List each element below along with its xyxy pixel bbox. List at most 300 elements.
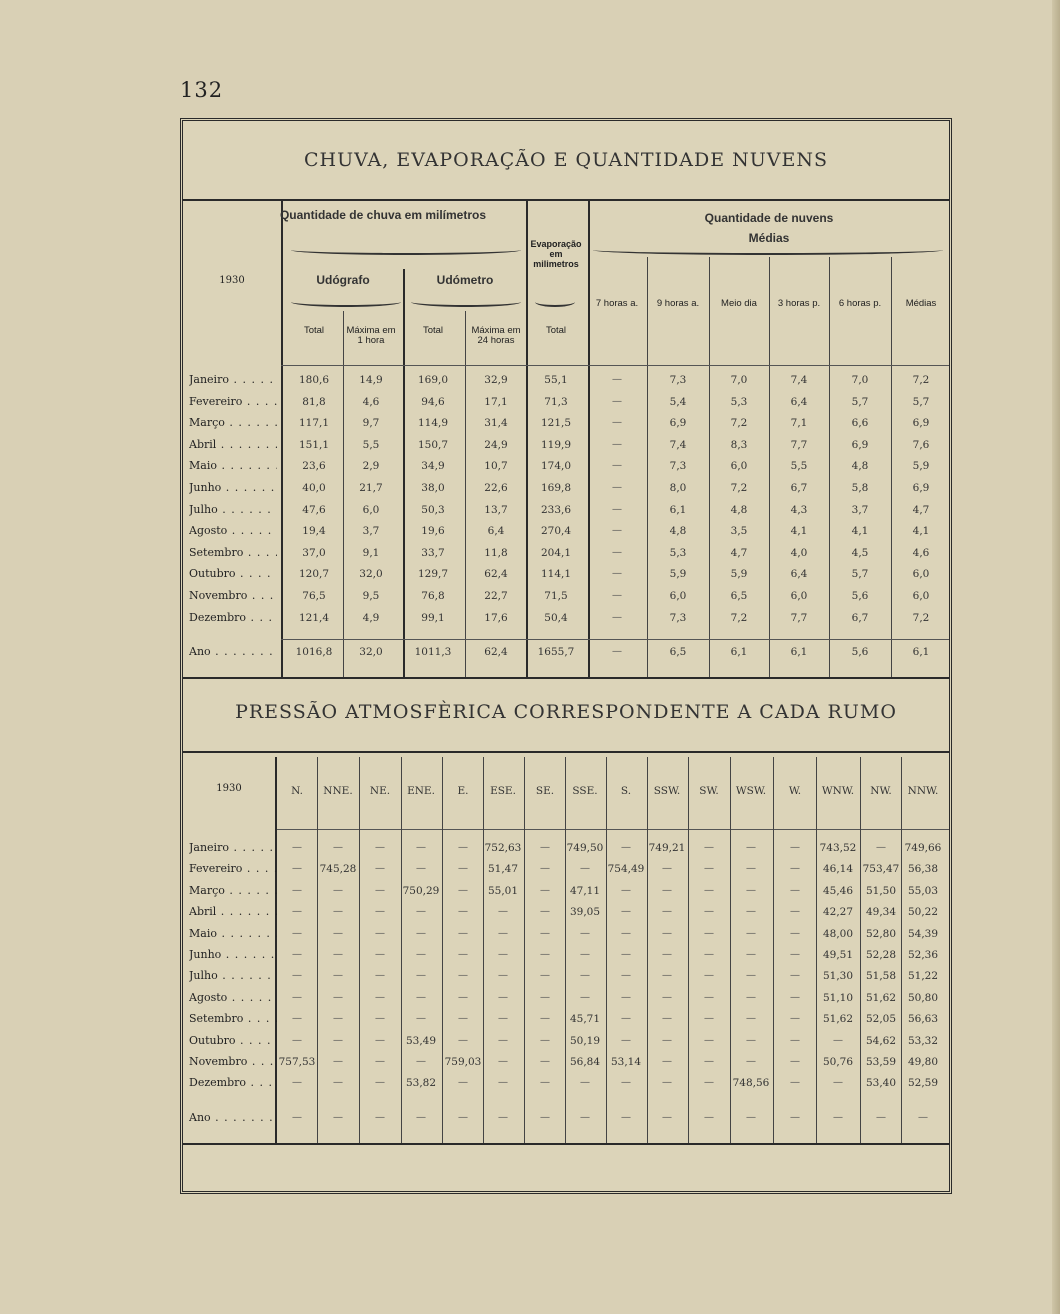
pressure-cell: 56,63 [907, 1013, 939, 1026]
pressure-cell: — [662, 1056, 672, 1067]
rain-total-cell: 1655,7 [537, 646, 575, 658]
pressure-cell: — [704, 991, 714, 1003]
rain-total-cell: 1011,3 [414, 646, 452, 658]
pressure-cell: — [790, 949, 800, 960]
pressure-row-label: Novembro . . . [189, 1055, 277, 1068]
pressure-cell: 48,00 [822, 927, 854, 940]
rain-cell: 32,0 [359, 568, 383, 581]
rain-cell: 6,5 [730, 590, 748, 602]
pressure-cell: — [458, 863, 468, 875]
pressure-cell: 54,39 [907, 927, 939, 940]
pressure-cell: — [746, 970, 756, 982]
rain-cell: 9,1 [362, 546, 380, 559]
pressure-cell: — [621, 927, 631, 939]
pressure-cell: — [458, 1013, 468, 1025]
pressure-cell: — [704, 1034, 714, 1046]
rain-cell: 174,0 [540, 460, 572, 473]
pressure-col-header: E. [457, 785, 469, 797]
pressure-cell: — [375, 906, 385, 918]
pressure-cell: — [375, 1013, 385, 1025]
pressure-cell: — [540, 991, 550, 1003]
pressure-cell: — [833, 1034, 843, 1046]
rain-cell: 5,7 [851, 568, 869, 581]
pressure-cell: — [498, 1034, 508, 1046]
pressure-total-cell: — [704, 1112, 714, 1123]
rain-cell: 4,5 [851, 546, 869, 559]
rain-row-label: Março . . . [189, 416, 277, 429]
pressure-total-cell: — [746, 1112, 756, 1123]
pressure-cell: — [375, 927, 385, 939]
rain-cell: 3,7 [362, 525, 380, 538]
pressure-cell: — [790, 1034, 800, 1046]
pressure-col-header: NE. [369, 785, 391, 797]
pressure-total-cell: — [790, 1112, 800, 1123]
pressure-cell: — [540, 906, 550, 918]
pressure-cell: — [746, 842, 756, 853]
pressure-cell: — [746, 1013, 756, 1025]
pressure-cell: — [621, 1013, 631, 1025]
pressure-cell: 51,10 [822, 991, 854, 1004]
pressure-cell: — [292, 884, 302, 896]
pressure-cell: — [704, 906, 714, 918]
pressure-cell: 47,11 [569, 884, 601, 897]
rain-cell: — [612, 395, 622, 407]
rain-row-label: Setembro . . . [189, 546, 277, 559]
rain-col-line [281, 199, 283, 677]
rain-cell: 120,7 [298, 568, 330, 581]
rain-cell: 8,0 [669, 482, 687, 494]
rain-cell: 13,7 [484, 503, 508, 516]
pressure-cell: — [621, 991, 631, 1003]
rain-col-header: Meio dia [721, 298, 757, 309]
pressure-cell: 49,34 [865, 906, 897, 919]
pressure-cell: 53,40 [865, 1077, 897, 1090]
rain-cell: 6,0 [912, 568, 930, 581]
rain-cell: 7,4 [790, 374, 808, 386]
pressure-cell: — [662, 927, 672, 939]
pressure-cell: 55,01 [487, 884, 519, 897]
pressure-cell: — [498, 1056, 508, 1067]
rain-cell: 5,5 [362, 438, 380, 451]
rain-cell: 11,8 [484, 546, 508, 559]
pressure-cell: 55,03 [907, 884, 939, 897]
pressure-cell: — [498, 1013, 508, 1025]
pressure-cell: — [704, 863, 714, 875]
rain-cell: — [612, 438, 622, 450]
rain-cell: 5,4 [669, 395, 687, 408]
pressure-cell: 50,19 [569, 1034, 601, 1047]
rain-cell: 4,7 [730, 546, 748, 559]
page-number: 132 [180, 78, 224, 102]
pressure-row-label: Fevereiro . . . [189, 862, 277, 875]
pressure-cell: — [662, 970, 672, 982]
pressure-year-label: 1930 [216, 783, 242, 794]
rain-cell: 5,5 [790, 460, 808, 473]
rain-cell: 121,4 [298, 611, 330, 624]
pressure-cell: — [876, 842, 886, 853]
pressure-cell: — [704, 1077, 714, 1089]
rain-cell: 81,8 [302, 395, 326, 408]
pressure-col-line [317, 757, 318, 1143]
rain-cell: — [612, 546, 622, 558]
pressure-total-cell: — [833, 1112, 843, 1123]
pressure-cell: — [292, 1013, 302, 1025]
pressure-cell: — [746, 991, 756, 1003]
pressure-cell: — [540, 1013, 550, 1025]
rain-cell: 6,1 [669, 503, 687, 516]
rain-table-bottom-rule [183, 677, 949, 679]
rain-cell: 7,0 [730, 374, 748, 386]
pressure-cell: — [580, 949, 590, 960]
pressure-cell: — [704, 949, 714, 960]
pressure-total-cell: — [458, 1112, 468, 1123]
rain-cell: 5,8 [851, 482, 869, 494]
pressure-cell: — [704, 970, 714, 982]
rain-cell: 7,2 [912, 374, 930, 386]
pressure-row-label: Julho . . . [189, 969, 277, 982]
pressure-cell: — [333, 1077, 343, 1089]
rain-cell: 5,9 [912, 460, 930, 473]
pressure-total-cell: — [375, 1112, 385, 1123]
rain-row-label: Dezembro . . . [189, 611, 277, 624]
rain-col-line [526, 199, 528, 677]
pressure-cell: — [662, 991, 672, 1003]
rain-cell: 24,9 [484, 438, 508, 451]
rain-cell: 7,2 [730, 611, 748, 624]
pressure-cell: — [790, 970, 800, 982]
rain-cell: 4,8 [669, 525, 687, 538]
rain-cell: 71,5 [544, 590, 568, 602]
year-label: 1930 [219, 275, 245, 286]
pressure-cell: — [662, 1077, 672, 1089]
pressure-cell: 51,58 [865, 970, 897, 983]
pressure-cell: — [746, 884, 756, 896]
pressure-total-cell: — [540, 1112, 550, 1123]
rain-cell: 3,5 [730, 525, 748, 538]
pressure-col-header: SSE. [572, 785, 598, 797]
pressure-cell: — [292, 1034, 302, 1046]
clouds-header: Quantidade de nuvens [704, 211, 834, 225]
rain-total-cell: 5,6 [851, 646, 869, 658]
pressure-cell: 49,80 [907, 1056, 939, 1068]
rain-total-cell: 32,0 [359, 646, 383, 658]
pressure-cell: 52,80 [865, 927, 897, 940]
pressure-cell: — [333, 991, 343, 1003]
rain-cell: 3,7 [851, 503, 869, 516]
pressure-cell: — [458, 1077, 468, 1089]
pressure-cell: 748,56 [732, 1077, 770, 1090]
pressure-cell: 750,29 [402, 884, 440, 897]
pressure-cell: — [333, 842, 343, 853]
rain-row-label: Outubro . . . [189, 567, 277, 580]
pressure-cell: 51,62 [865, 991, 897, 1004]
pressure-cell: 51,22 [907, 970, 939, 983]
pressure-header-bottom-rule [275, 829, 949, 830]
rain-col-header: Máxima em 24 horas [471, 325, 521, 346]
pressure-cell: 51,62 [822, 1013, 854, 1026]
pressure-cell: 754,49 [607, 863, 645, 876]
pressure-cell: — [580, 927, 590, 939]
pressure-cell: — [498, 949, 508, 960]
rain-cell: 55,1 [544, 374, 568, 386]
rain-cell: — [612, 525, 622, 537]
pressure-row-label: Abril . . . [189, 905, 277, 918]
rain-col-header: Máxima em 1 hora [346, 325, 396, 346]
rain-cell: 7,2 [912, 611, 930, 624]
pressure-cell: — [375, 991, 385, 1003]
rain-cell: 7,3 [669, 611, 687, 624]
pressure-cell: — [662, 949, 672, 960]
pressure-cell: — [704, 927, 714, 939]
pressure-cell: 53,14 [610, 1056, 642, 1068]
udografo-header: Udógrafo [316, 273, 370, 287]
pressure-cell: — [375, 842, 385, 853]
pressure-cell: 752,63 [484, 842, 522, 854]
rain-row-label: Janeiro . . . [189, 373, 277, 386]
pressure-cell: — [333, 884, 343, 896]
rain-cell: 23,6 [302, 460, 326, 473]
rain-cell: 22,7 [484, 590, 508, 602]
rain-cell: 169,0 [417, 374, 449, 386]
pressure-total-cell: — [416, 1112, 426, 1123]
pressure-cell: — [458, 906, 468, 918]
rain-row-label: Junho . . . [189, 481, 277, 494]
udometro-header: Udómetro [436, 273, 494, 287]
pressure-cell: 45,71 [569, 1013, 601, 1026]
pressure-row-label: Setembro . . . [189, 1012, 277, 1025]
rain-col-header: 6 horas p. [838, 298, 882, 309]
pressure-cell: — [458, 927, 468, 939]
pressure-cell: 52,36 [907, 949, 939, 961]
pressure-table-top-rule [183, 751, 949, 753]
rain-cell: 7,1 [790, 417, 808, 430]
rain-cell: 7,2 [730, 482, 748, 494]
pressure-cell: — [458, 1034, 468, 1046]
rain-total-cell: 6,5 [669, 646, 687, 658]
pressure-cell: — [833, 1077, 843, 1089]
pressure-cell: — [292, 1077, 302, 1089]
rain-cell: 6,9 [912, 417, 930, 430]
rain-cell: 7,3 [669, 460, 687, 473]
rain-col-line [709, 257, 710, 677]
pressure-cell: — [580, 970, 590, 982]
pressure-cell: 52,05 [865, 1013, 897, 1026]
pressure-cell: — [458, 970, 468, 982]
pressure-cell: 757,53 [278, 1056, 316, 1068]
pressure-cell: — [416, 991, 426, 1003]
pressure-col-line [688, 757, 689, 1143]
pressure-col-header: SSW. [653, 785, 681, 797]
rain-total-cell: — [612, 646, 622, 657]
rain-cell: — [612, 590, 622, 601]
rain-cell: 7,4 [669, 438, 687, 451]
pressure-cell: — [621, 906, 631, 918]
rain-cell: — [612, 482, 622, 493]
pressure-row-label: Dezembro . . . [189, 1076, 277, 1089]
tables-frame [180, 118, 952, 1194]
rain-cell: 5,6 [851, 590, 869, 602]
pressure-cell: — [704, 1056, 714, 1067]
rain-cell: 71,3 [544, 395, 568, 408]
pressure-col-header: W. [788, 785, 802, 797]
rain-cell: 233,6 [540, 503, 572, 516]
rain-cell: 7,3 [669, 374, 687, 386]
pressure-cell: — [416, 1056, 426, 1067]
evap-brace [535, 297, 575, 307]
pressure-col-header: NW. [870, 785, 892, 797]
pressure-cell: — [704, 884, 714, 896]
rain-total-cell: 62,4 [484, 646, 508, 658]
pressure-col-line [524, 757, 525, 1143]
pressure-cell: — [790, 884, 800, 896]
pressure-cell: — [375, 884, 385, 896]
rain-cell: 34,9 [421, 460, 445, 473]
pressure-total-cell: — [292, 1112, 302, 1123]
pressure-cell: — [333, 927, 343, 939]
pressure-col-line [401, 757, 402, 1143]
pressure-col-line [901, 757, 902, 1143]
rain-cell: 5,3 [730, 395, 748, 408]
pressure-cell: — [416, 1013, 426, 1025]
pressure-total-cell: — [498, 1112, 508, 1123]
pressure-col-line [483, 757, 484, 1143]
rain-cell: 6,7 [851, 611, 869, 624]
rain-cell: 8,3 [730, 438, 748, 451]
rain-cell: 33,7 [421, 546, 445, 559]
pressure-row-label: Agosto . . . [189, 991, 277, 1004]
rain-cell: 5,3 [669, 546, 687, 559]
rain-row-label: Julho . . . [189, 503, 277, 516]
rain-cell: 7,7 [790, 611, 808, 624]
pressure-cell: — [580, 991, 590, 1003]
pressure-cell: 51,30 [822, 970, 854, 983]
pressure-cell: — [704, 842, 714, 853]
pressure-cell: — [498, 906, 508, 918]
pressure-col-header: SW. [699, 785, 719, 797]
pressure-col-line [773, 757, 774, 1143]
pressure-cell: — [621, 1077, 631, 1089]
rain-cell: 7,2 [730, 417, 748, 430]
pressure-col-header: ESE. [490, 785, 516, 797]
page-edge [1052, 0, 1060, 1314]
rain-cell: 2,9 [362, 460, 380, 473]
pressure-col-header: S. [620, 785, 632, 797]
pressure-total-label: Ano . . . [189, 1111, 277, 1124]
pressure-cell: — [790, 927, 800, 939]
rain-cell: 76,5 [302, 590, 326, 602]
rain-cell: 6,0 [790, 590, 808, 602]
pressure-cell: — [333, 949, 343, 960]
rain-total-label: Ano . . . [189, 645, 277, 658]
pressure-cell: 52,28 [865, 949, 897, 961]
pressure-cell: — [292, 927, 302, 939]
rain-row-label: Novembro . . . [189, 589, 277, 602]
pressure-cell: — [375, 1056, 385, 1067]
pressure-col-header: WSW. [735, 785, 767, 797]
pressure-row-label: Maio . . . [189, 927, 277, 940]
pressure-cell: 745,28 [319, 863, 357, 876]
rain-cell: 4,1 [851, 525, 869, 538]
rain-col-line [588, 199, 590, 677]
rain-cell: — [612, 460, 622, 472]
rain-cell: 50,3 [421, 503, 445, 516]
pressure-cell: 50,76 [822, 1056, 854, 1068]
rain-cell: 4,1 [912, 525, 930, 538]
rain-cell: 6,7 [790, 482, 808, 494]
udografo-brace [291, 297, 401, 307]
pressure-cell: — [292, 970, 302, 982]
rain-cell: 150,7 [417, 438, 449, 451]
rain-cell: 7,6 [912, 438, 930, 451]
pressure-cell: — [292, 863, 302, 875]
rain-cell: 6,0 [669, 590, 687, 602]
rain-header-bottom-rule [281, 365, 949, 366]
pressure-cell: — [498, 927, 508, 939]
pressure-cell: — [580, 1077, 590, 1089]
rain-total-cell: 6,1 [790, 646, 808, 658]
pressure-cell: — [790, 1056, 800, 1067]
rain-cell: 62,4 [484, 568, 508, 581]
rain-cell: 5,9 [669, 568, 687, 581]
pressure-total-cell: — [918, 1112, 928, 1123]
pressure-cell: 51,47 [487, 863, 519, 876]
pressure-cell: 56,38 [907, 863, 939, 876]
rain-cell: 6,4 [487, 525, 505, 538]
pressure-cell: — [540, 970, 550, 982]
rain-group-header: Quantidade de chuva em milímetros [279, 208, 487, 222]
rain-cell: 119,9 [540, 438, 572, 451]
rain-cell: 6,0 [730, 460, 748, 473]
pressure-cell: — [458, 991, 468, 1003]
rain-cell: 31,4 [484, 417, 508, 430]
pressure-cell: — [375, 863, 385, 875]
rain-cell: 6,0 [912, 590, 930, 602]
pressure-cell: — [416, 863, 426, 875]
pressure-cell: — [416, 842, 426, 853]
pressure-total-cell: — [580, 1112, 590, 1123]
rain-cell: 4,7 [912, 503, 930, 516]
rain-col-header: Total [422, 325, 444, 336]
rain-cell: 7,7 [790, 438, 808, 451]
rain-cell: 4,8 [730, 503, 748, 516]
rain-cell: 5,9 [730, 568, 748, 581]
rain-cell: 4,0 [790, 546, 808, 559]
rain-col-header: 7 horas a. [595, 298, 639, 309]
rain-cell: 21,7 [359, 482, 383, 494]
pressure-cell: 56,84 [569, 1056, 601, 1068]
pressure-cell: — [790, 863, 800, 875]
rain-cell: 94,6 [421, 395, 445, 408]
pressure-cell: — [746, 1056, 756, 1067]
pressure-col-line [359, 757, 360, 1143]
pressure-cell: 45,46 [822, 884, 854, 897]
pressure-total-cell: — [333, 1112, 343, 1123]
rain-cell: 7,0 [851, 374, 869, 386]
pressure-cell: — [746, 1034, 756, 1046]
pressure-cell: — [333, 1034, 343, 1046]
pressure-cell: 49,51 [822, 949, 854, 961]
pressure-col-line [565, 757, 566, 1143]
pressure-row-label: Janeiro . . . [189, 841, 277, 854]
rain-cell: 6,0 [362, 503, 380, 516]
rain-ano-rule [281, 639, 949, 640]
pressure-col-line [816, 757, 817, 1143]
rain-cell: 6,9 [669, 417, 687, 430]
pressure-cell: — [790, 842, 800, 853]
pressure-cell: 51,50 [865, 884, 897, 897]
rain-row-label: Fevereiro . . . [189, 395, 277, 408]
rain-cell: 204,1 [540, 546, 572, 559]
